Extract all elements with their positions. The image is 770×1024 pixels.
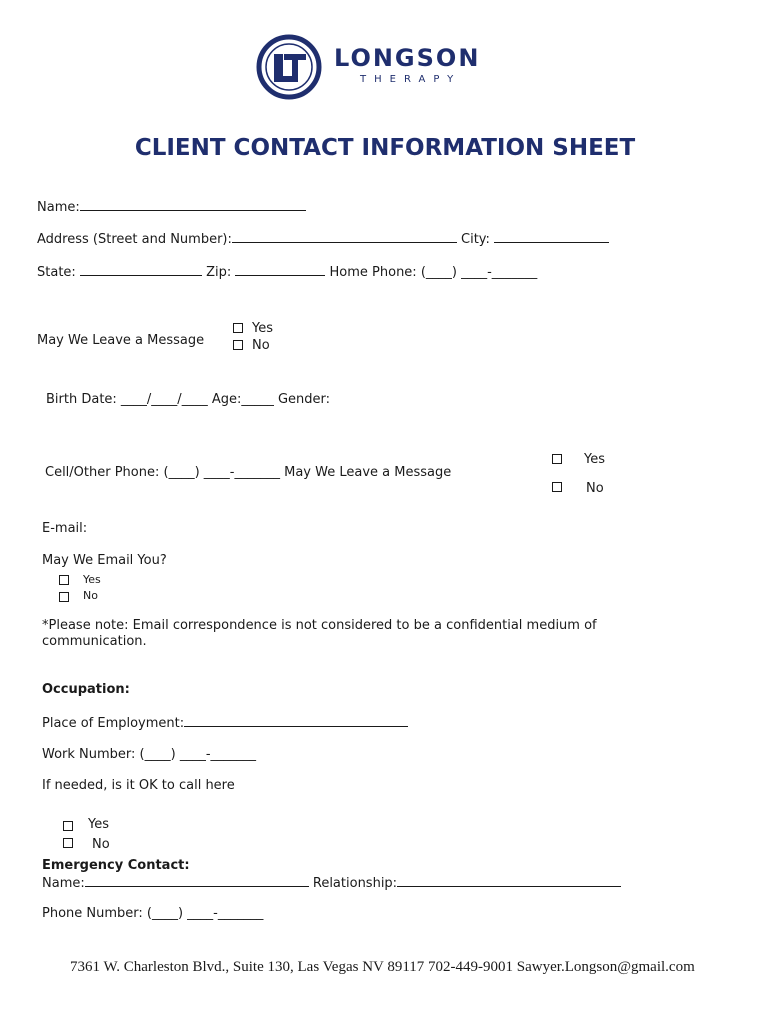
yes-label-3: Yes xyxy=(83,573,101,586)
name-label: Name: xyxy=(37,200,80,215)
no-label-2: No xyxy=(586,481,604,496)
yes-checkbox-4[interactable] xyxy=(63,821,73,831)
yes-checkbox-1[interactable] xyxy=(233,323,243,333)
no-label-4: No xyxy=(92,837,110,852)
leave-message-label-1: May We Leave a Message xyxy=(37,333,205,348)
state-label: State: xyxy=(37,265,76,280)
place-of-employment-label: Place of Employment: xyxy=(42,716,185,731)
state-row xyxy=(37,263,537,281)
address-label: Address (Street and Number): xyxy=(37,232,232,247)
home-phone-label: Home Phone: (____) ____-_______ xyxy=(329,265,538,280)
logo-name: LONGSON xyxy=(334,44,481,72)
emergency-name-field[interactable] xyxy=(85,874,309,887)
birth-date-label: Birth Date: ____/____/____ Age:_____ Gender: xyxy=(46,392,331,407)
work-number-label: Work Number: (____) ____-_______ xyxy=(42,747,257,762)
footer-address: 7361 W. Charleston Blvd., Suite 130, Las Vegas NV 89117 702-449-9001 Sawyer.Longson@gmail.com xyxy=(70,959,695,975)
cell-phone-label: Cell/Other Phone: (____) ____-_______ May We Leave a Message xyxy=(45,465,452,480)
no-label-1: No xyxy=(252,338,270,353)
state-field[interactable] xyxy=(80,263,202,276)
no-checkbox-4[interactable] xyxy=(63,838,73,848)
page-title: CLIENT CONTACT INFORMATION SHEET xyxy=(134,135,636,161)
name-field[interactable] xyxy=(80,198,306,211)
no-checkbox-1[interactable] xyxy=(233,340,243,350)
email-note-line2: communication. xyxy=(42,634,147,649)
zip-label: Zip: xyxy=(206,265,232,280)
email-note-line1: *Please note: Email correspondence is not considered to be a confidential medium of xyxy=(42,618,597,633)
no-label-3: No xyxy=(83,589,98,602)
employment-row xyxy=(42,714,408,732)
yes-label-1: Yes xyxy=(252,321,273,336)
ok-to-call-label: If needed, is it OK to call here xyxy=(42,778,235,793)
emergency-name-label: Name: xyxy=(42,876,85,891)
address-row xyxy=(37,230,609,248)
city-label: City: xyxy=(461,232,490,247)
city-field[interactable] xyxy=(494,230,609,243)
email-label: E-mail: xyxy=(42,521,88,536)
emergency-phone-label: Phone Number: (____) ____-_______ xyxy=(42,906,264,921)
occupation-label: Occupation: xyxy=(42,682,130,697)
relationship-field[interactable] xyxy=(397,874,621,887)
address-field[interactable] xyxy=(232,230,457,243)
logo-emblem xyxy=(256,34,322,100)
may-email-label: May We Email You? xyxy=(42,553,167,568)
emergency-contact-label: Emergency Contact: xyxy=(42,858,190,873)
yes-checkbox-3[interactable] xyxy=(59,575,69,585)
no-checkbox-2[interactable] xyxy=(552,482,562,492)
no-checkbox-3[interactable] xyxy=(59,592,69,602)
yes-label-4: Yes xyxy=(88,817,109,832)
emergency-name-row xyxy=(42,874,621,892)
zip-field[interactable] xyxy=(235,263,325,276)
yes-checkbox-2[interactable] xyxy=(552,454,562,464)
place-of-employment-field[interactable] xyxy=(184,714,408,727)
name-row xyxy=(37,198,306,216)
logo-subtitle: THERAPY xyxy=(360,74,462,85)
yes-label-2: Yes xyxy=(584,452,605,467)
relationship-label: Relationship: xyxy=(312,876,398,891)
